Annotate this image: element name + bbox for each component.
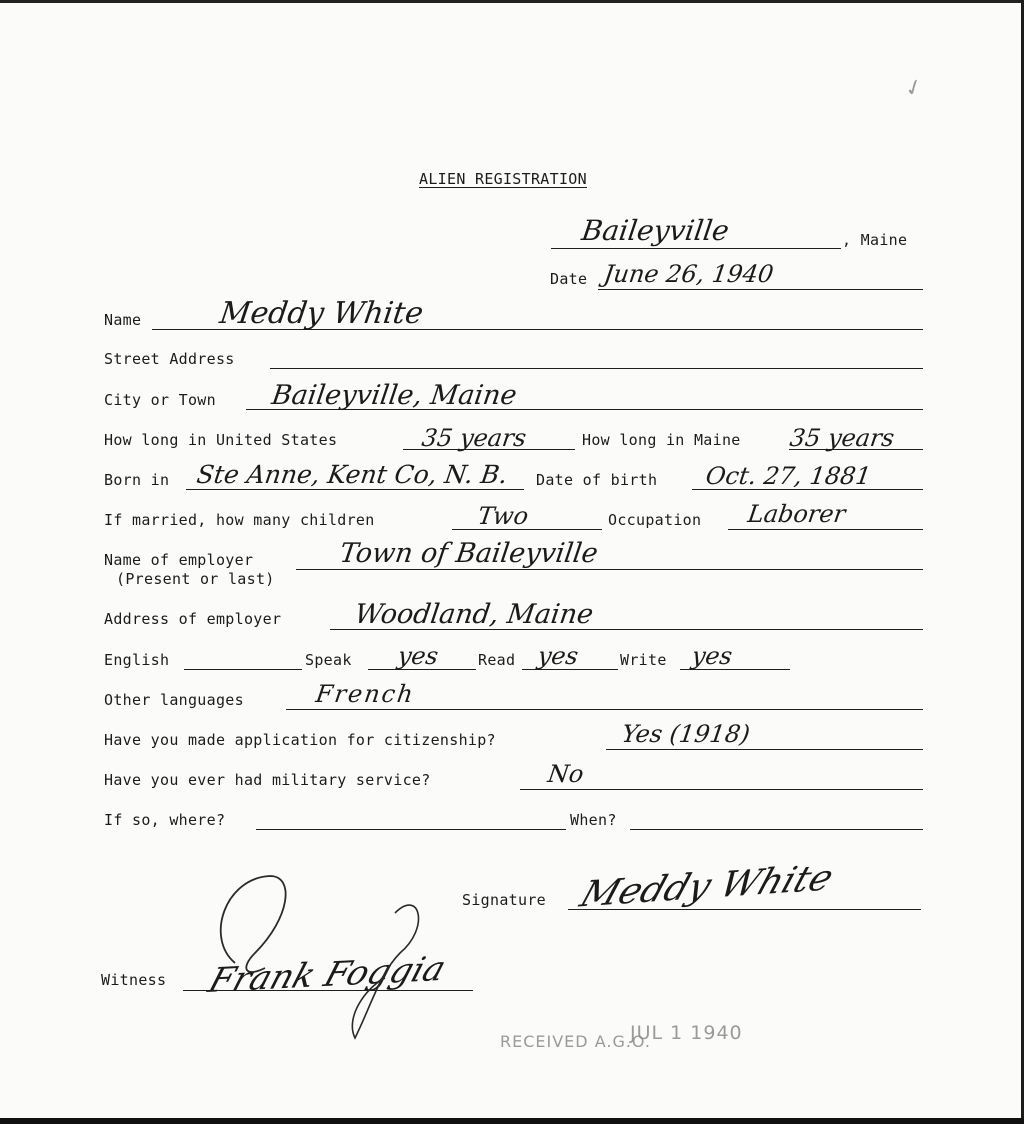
name-label: Name: [104, 311, 142, 329]
how-long-maine-entry: 35 years: [788, 424, 896, 452]
citizenship-line: [606, 749, 923, 750]
witness-flourish: [195, 868, 455, 1048]
children-label: If married, how many children: [104, 511, 375, 529]
where-line: [256, 829, 566, 830]
check-mark-icon: ✓: [901, 73, 928, 104]
born-in-line: [186, 489, 524, 490]
city-entry: Baileyville, Maine: [269, 380, 519, 411]
military-label: Have you ever had military service?: [104, 771, 431, 789]
received-stamp: RECEIVED A.G.O.: [500, 1032, 651, 1051]
military-line: [520, 789, 923, 790]
employer-name-label: Name of employer: [104, 551, 254, 569]
employer-address-entry: Woodland, Maine: [352, 599, 596, 630]
town-entry: Baileyville: [579, 214, 732, 247]
name-entry: Meddy White: [217, 296, 426, 331]
form-title: ALIEN REGISTRATION: [419, 170, 587, 188]
scan-edge-top: [0, 0, 1024, 3]
date-entry: June 26, 1940: [602, 260, 776, 288]
write-label: Write: [620, 651, 667, 669]
date-of-birth-label: Date of birth: [536, 471, 658, 489]
employer-name-line: [296, 569, 923, 570]
street-line: [270, 368, 923, 369]
employer-name-sublabel: (Present or last): [116, 570, 275, 588]
born-in-label: Born in: [104, 471, 170, 489]
speak-label: Speak: [305, 651, 352, 669]
signature-entry: Meddy White: [575, 857, 839, 916]
read-label: Read: [478, 651, 516, 669]
citizenship-entry: Yes (1918): [620, 720, 752, 748]
occupation-label: Occupation: [608, 511, 702, 529]
how-long-maine-label: How long in Maine: [582, 431, 741, 449]
military-entry: No: [546, 760, 586, 788]
date-of-birth-entry: Oct. 27, 1881: [704, 462, 873, 490]
when-line: [630, 829, 923, 830]
scan-edge-bottom: [0, 1118, 1024, 1124]
english-line: [184, 669, 302, 670]
how-long-us-label: How long in United States: [104, 431, 338, 449]
occupation-entry: Laborer: [746, 500, 848, 528]
employer-address-label: Address of employer: [104, 610, 282, 628]
citizenship-label: Have you made application for citizenship?: [104, 731, 496, 749]
date-label: Date: [550, 270, 588, 288]
read-entry: yes: [536, 642, 581, 670]
write-entry: yes: [690, 642, 735, 670]
english-label: English: [104, 651, 170, 669]
how-long-us-entry: 35 years: [420, 424, 528, 452]
town-line: [551, 248, 841, 249]
when-label: When?: [570, 811, 617, 829]
employer-name-entry: Town of Baileyville: [337, 538, 600, 569]
where-label: If so, where?: [104, 811, 226, 829]
street-label: Street Address: [104, 350, 235, 368]
other-languages-entry: French: [314, 680, 417, 708]
city-label: City or Town: [104, 391, 216, 409]
other-languages-line: [286, 709, 923, 710]
children-entry: Two: [476, 502, 531, 530]
date-line: [598, 289, 923, 290]
state-suffix: , Maine: [842, 231, 908, 249]
children-line: [452, 529, 602, 530]
speak-entry: yes: [396, 642, 441, 670]
signature-label: Signature: [462, 891, 546, 909]
born-in-entry: Ste Anne, Kent Co, N. B.: [194, 460, 510, 489]
occupation-line: [728, 529, 923, 530]
witness-label: Witness: [101, 971, 167, 989]
other-languages-label: Other languages: [104, 691, 244, 709]
witness-entry: Frank Foggia: [203, 949, 451, 1001]
received-stamp-date: JUL 1 1940: [630, 1022, 743, 1044]
